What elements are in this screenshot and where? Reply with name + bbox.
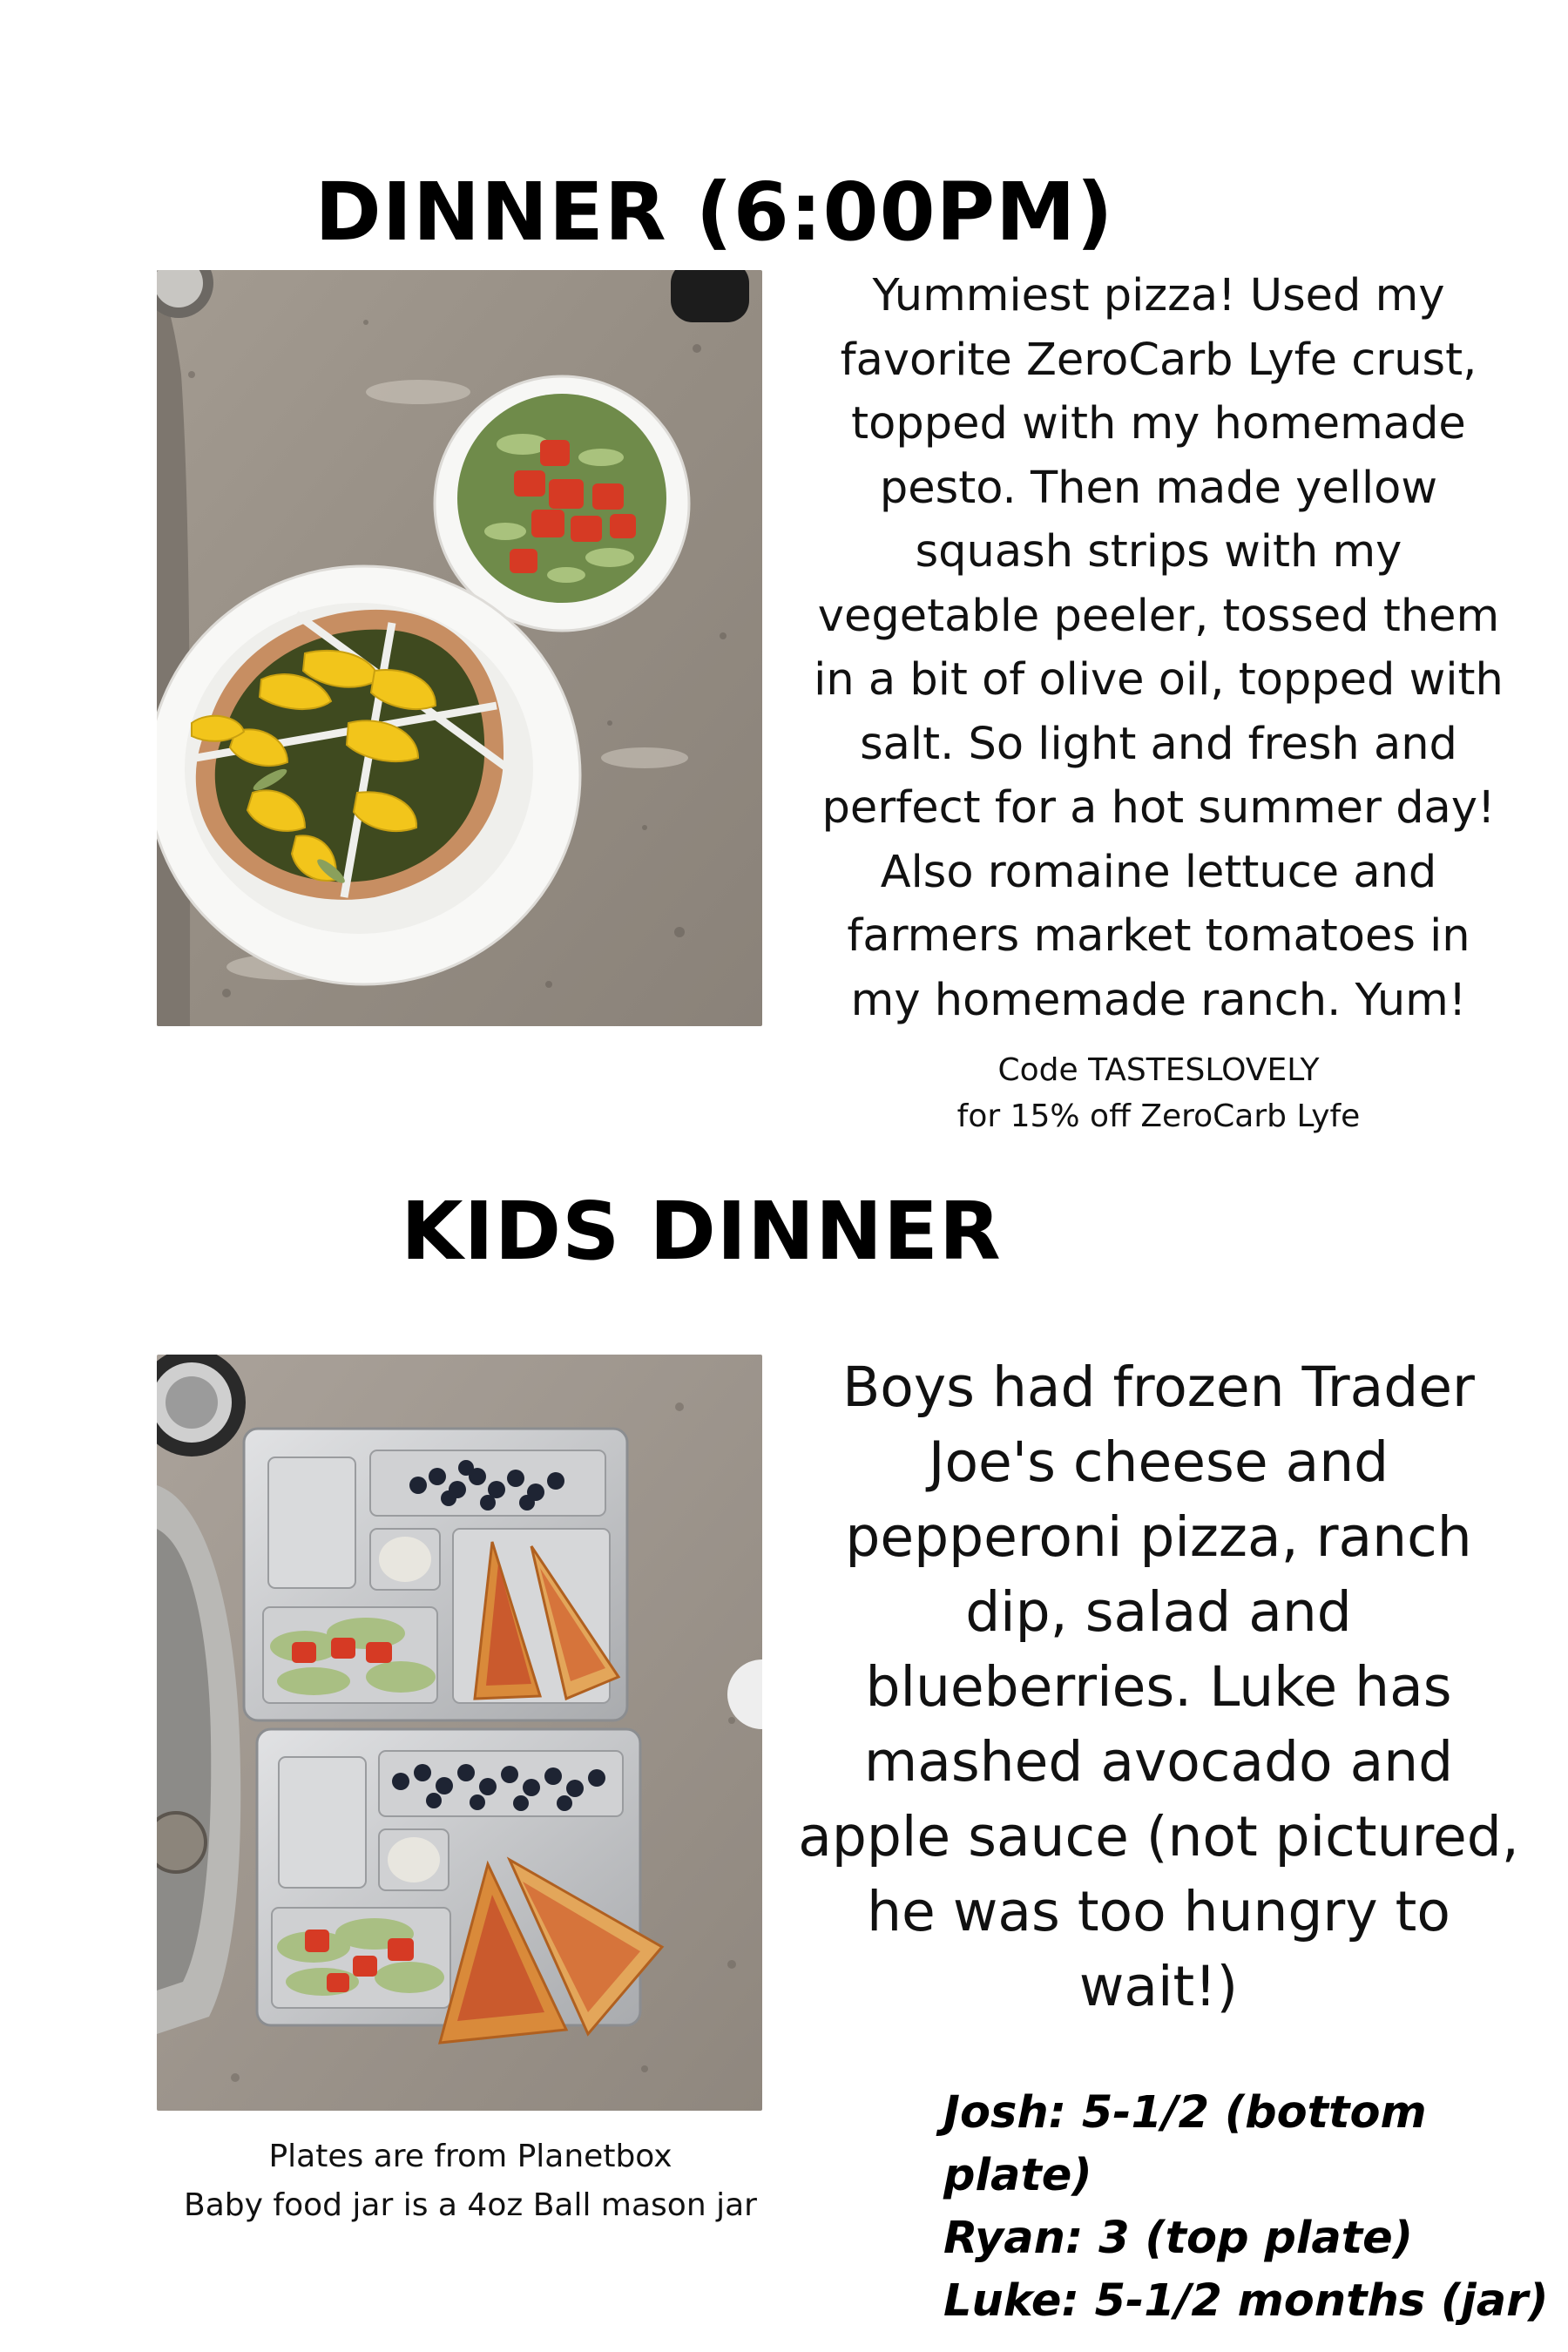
- lunchbox-trays-photo: [157, 1355, 762, 2111]
- plates-source-line: Plates are from Planetbox: [268, 2139, 672, 2174]
- dinner-description: Yummiest pizza! Used my favorite ZeroCarb Lyfe crust, topped with my homemade pesto. Then made yellow squash strips with my vegetable peeler, tossed them in a bit of olive oil, topped with salt. So light and fresh and perfect for a hot summer day! Also romaine lettuce and farmers market tomatoes in my homemade ranch. Yum!: [814, 270, 1504, 1026]
- kids-ages-list: [943, 2082, 1553, 2333]
- discount-detail-line: for 15% off ZeroCarb Lyfe: [956, 1098, 1361, 1134]
- kids-dinner-description: Boys had frozen Trader Joe's cheese and pepperoni pizza, ranch dip, salad and blueberries. Luke has mashed avocado and apple sauce (not pictured, he was too hungry to wait!): [798, 1355, 1519, 2018]
- age-entry-luke: Luke: 5-1/2 months (jar): [943, 2275, 1549, 2327]
- age-entry-ryan: Ryan: 3 (top plate): [943, 2213, 1414, 2264]
- age-entry-josh: Josh: 5-1/2 (bottom plate): [943, 2087, 1427, 2201]
- kids-dinner-title: KIDS DINNER: [401, 1185, 1002, 1278]
- plates-note: [157, 2132, 784, 2230]
- pizza-photo: [157, 270, 762, 1026]
- jar-info-line: Baby food jar is a 4oz Ball mason jar: [184, 2187, 757, 2223]
- discount-code-line: Code TASTESLOVELY: [997, 1052, 1320, 1088]
- dinner-title: DINNER (6:00PM): [314, 166, 1114, 259]
- discount-code-note: [893, 1047, 1424, 1139]
